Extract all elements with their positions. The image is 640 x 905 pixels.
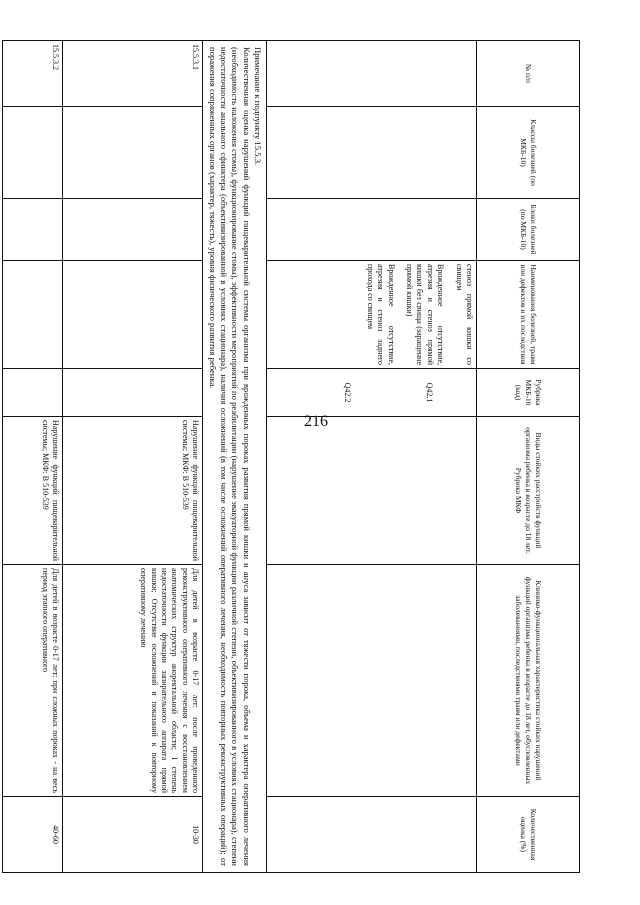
row-code bbox=[3, 369, 63, 417]
row-clinical: Для детей в возрасте 0-17 лет: после проведенного реконструктивного оперативного лечения с восстановлением анатомических структур аноректальной области; I степень недостаточности функции запирательного аппарата прямой кишки; Отсутствие осложнений и показаний к повторному оперативному лечению bbox=[63, 565, 203, 797]
cell-blocks bbox=[267, 199, 477, 261]
rotated-page-content bbox=[40, 40, 580, 872]
row-code bbox=[63, 369, 203, 417]
row-classes bbox=[63, 107, 203, 199]
disease-name-3: Врожденное отсутствие, атрезия и стеноз заднего прохода со свищем bbox=[365, 264, 396, 365]
icd-code-2: Q42.2 bbox=[342, 382, 352, 403]
disability-criteria-table bbox=[2, 40, 580, 873]
row-score: 40-60 bbox=[3, 797, 63, 873]
row-blocks bbox=[63, 199, 203, 261]
disease-name-1: стеноз прямой кишки со свищем bbox=[454, 264, 474, 365]
cell-score bbox=[267, 797, 477, 873]
header-clinical: Клинико-функциональная характеристика стойких нарушений функций организма ребенка в возрасте до 18 лет, обусловленных заболеваниями, последствиями травм или дефектами bbox=[477, 565, 580, 797]
note-row bbox=[203, 41, 267, 873]
table-header-row bbox=[477, 41, 580, 873]
cell-name bbox=[267, 261, 477, 369]
disease-name-2: Врожденное отсутствие, атрезия и стеноз прямой кишки без свища (заращение прямой кишки) bbox=[405, 264, 446, 365]
header-score: Количественная оценка (%) bbox=[477, 797, 580, 873]
cell-classes bbox=[267, 107, 477, 199]
cell-types bbox=[267, 417, 477, 565]
row-blocks bbox=[3, 199, 63, 261]
note-text: Количественная оценка нарушений функций пищеварительной системы организма при врожденных пороках развития прямой кишки и ануса зависит от тяжести порока, объема и характера оперативного лечения (необходимость наложения стомы), функционирование стомы), эффективности мероприятий по реабилитации (нарушение эвакуаторной функции различной степени, объективизированного в условиях стационара), степени недостаточности анального сфинктера (объективизированной в условиях стационара), наличия осложнений (в том числе осложнений оперативного лечения, необходимость повторных реконструктивных операций); от поражения сопряженных органов (характер, тяжесть), уровня физического развития ребенка. bbox=[207, 47, 252, 866]
cell-code bbox=[267, 369, 477, 417]
note-cell bbox=[203, 41, 267, 873]
header-code: Рубрика МКБ-10 (код) bbox=[477, 369, 580, 417]
icd-code-1: Q42.1 bbox=[425, 382, 434, 403]
note-title: Примечание к подпункту 15.5.3. bbox=[253, 47, 263, 166]
header-blocks: Блоки болезней (по МКБ-10) bbox=[477, 199, 580, 261]
table-row bbox=[3, 41, 63, 873]
header-types: Виды стойких расстройств функций организма ребенка в возрасте до 18 лет. Рубрика МКФ bbox=[477, 417, 580, 565]
table-row bbox=[267, 41, 477, 873]
row-score: 10-30 bbox=[63, 797, 203, 873]
header-name: Наименования болезней, травм или дефектов и их последствия bbox=[477, 261, 580, 369]
row-num: 15.5.3.2 bbox=[3, 41, 63, 107]
row-name bbox=[3, 261, 63, 369]
row-clinical: Для детей в возрасте 0-17 лет: при сложных пороках - на весь период этапного оперативного bbox=[3, 565, 63, 797]
row-name bbox=[63, 261, 203, 369]
row-type: Нарушение функций пищеварительной системы; МКФ: В 510-539 bbox=[63, 417, 203, 565]
cell-clinical bbox=[267, 565, 477, 797]
table-row bbox=[63, 41, 203, 873]
header-classes: Классы болезней (по МКБ-10) bbox=[477, 107, 580, 199]
row-classes bbox=[3, 107, 63, 199]
page-number: 216 bbox=[304, 413, 328, 430]
row-num: 15.5.3.1 bbox=[63, 41, 203, 107]
row-type: Нарушение функций пищеварительной системы; МКФ: В 510-539 bbox=[3, 417, 63, 565]
header-num: № п/п bbox=[477, 41, 580, 107]
cell-num bbox=[267, 41, 477, 107]
